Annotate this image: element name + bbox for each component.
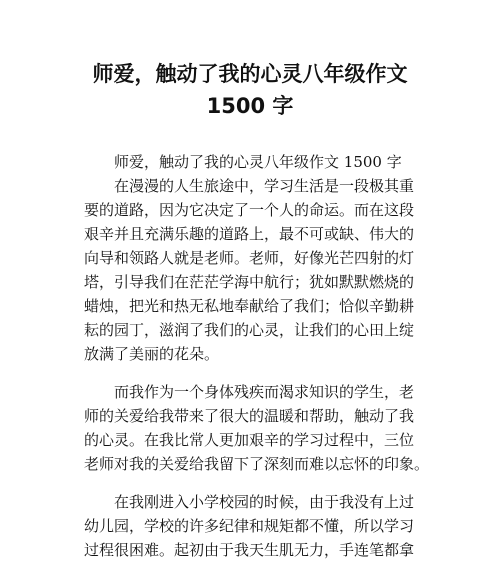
- paragraph-line: 向导和领路人就是老师。老师，好像光芒四射的灯: [84, 249, 415, 267]
- paragraph-line: 师的关爱给我带来了很大的温暖和帮助，触动了我: [84, 407, 415, 425]
- paragraph-line: 老师对我的关爱给我留下了深刻而难以忘怀的印象。: [84, 455, 430, 473]
- body-heading: 师爱，触动了我的心灵八年级作文 1500 字: [114, 153, 402, 171]
- paragraph-line: 蜡烛，把光和热无私地奉献给了我们；恰似辛勤耕: [84, 297, 415, 315]
- paragraph-line: 放满了美丽的花朵。: [84, 345, 220, 363]
- paragraph-line: 耘的园丁，滋润了我们的心灵，让我们的心田上绽: [84, 321, 415, 339]
- paragraph-3: [84, 490, 424, 562]
- paragraph-line: 要的道路，因为它决定了一个人的命运。而在这段: [84, 201, 415, 219]
- paragraph-line: 过程很困难。起初由于我天生肌无力，手连笔都拿: [84, 541, 415, 559]
- paragraph-line: 艰辛并且充满乐趣的道路上，最不可或缺、伟大的: [84, 225, 415, 243]
- paragraph-line: 幼儿园，学校的许多纪律和规矩都不懂，所以学习: [84, 517, 415, 535]
- paragraph-1: [84, 174, 424, 366]
- document-body: [84, 150, 430, 562]
- paragraph-line: 塔，引导我们在茫茫学海中航行；犹如默默燃烧的: [84, 273, 415, 291]
- document-title: [0, 58, 500, 122]
- paragraph-2: [84, 380, 430, 476]
- paragraph-line: 而我作为一个身体残疾而渴求知识的学生，老: [114, 383, 415, 401]
- paragraph-line: 的心灵。在我比常人更加艰辛的学习过程中，三位: [84, 431, 415, 449]
- paragraph-line: 在漫漫的人生旅途中，学习生活是一段极其重: [114, 177, 415, 195]
- title-line-2: 1500 字: [206, 94, 294, 118]
- paragraph-line: 在我刚进入小学校园的时候，由于我没有上过: [114, 493, 415, 511]
- title-line-1: 师爱，触动了我的心灵八年级作文: [92, 62, 408, 86]
